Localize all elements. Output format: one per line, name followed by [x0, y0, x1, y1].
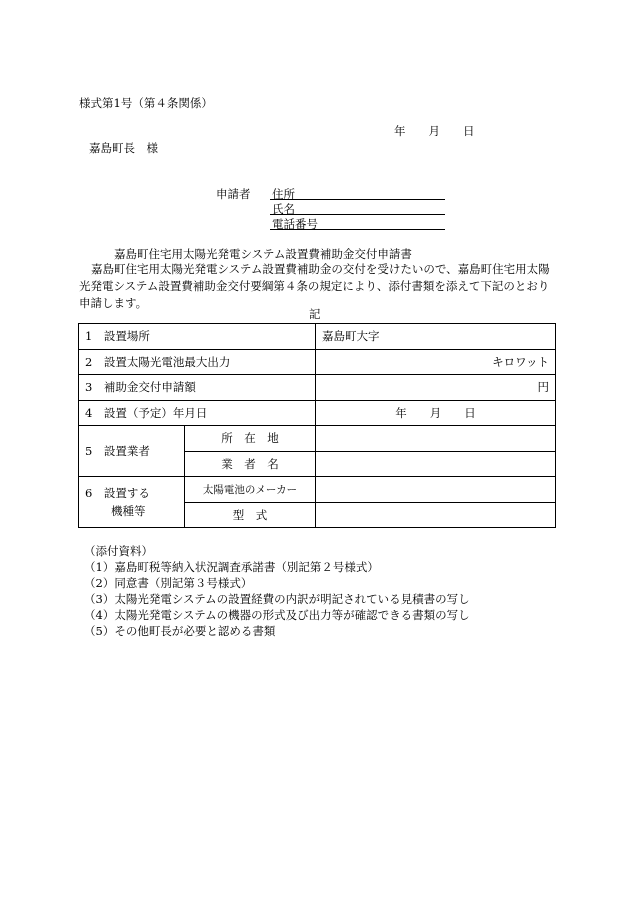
application-table — [78, 323, 556, 528]
maker-cell — [316, 477, 556, 503]
table-row — [79, 400, 556, 426]
phone-label: 電話番号 — [272, 217, 318, 231]
list-item: （3）太陽光発電システムの設置経費の内訳が明記されている見積書の写し — [84, 592, 470, 606]
name-label: 氏名 — [272, 202, 295, 216]
address-label: 住所 — [272, 187, 295, 201]
contractor-address-cell — [316, 426, 556, 452]
row1-label: 1 設置場所 — [79, 324, 316, 350]
body-text: 嘉島町住宅用太陽光発電システム設置費補助金の交付を受けたいので、嘉島町住宅用太陽光発電システム設置費補助金交付要綱第４条の規定により、添付書類を添えて下記のとおり申請します。 — [79, 262, 550, 310]
model-cell — [316, 502, 556, 528]
address-underline — [270, 199, 445, 200]
body-paragraph — [79, 261, 559, 312]
installation-date-cell: 年 月 日 — [316, 400, 556, 426]
table-row — [79, 349, 556, 375]
attachments-list — [84, 543, 470, 639]
table-row — [79, 375, 556, 401]
row5-label: 5 設置業者 — [79, 426, 185, 477]
list-item: （1）嘉島町税等納入状況調査承諾書（別記第２号様式） — [84, 560, 379, 574]
row6-label-line1: 6 設置する — [85, 486, 150, 500]
table-row — [79, 477, 556, 503]
table-row — [79, 324, 556, 350]
phone-underline — [270, 229, 445, 230]
installation-location-cell: 嘉島町大字 — [316, 324, 556, 350]
contractor-name-cell — [316, 451, 556, 477]
applicant-label: 申請者 — [216, 187, 251, 201]
list-item: （4）太陽光発電システムの機器の形式及び出力等が確認できる書類の写し — [84, 608, 470, 622]
name-underline — [270, 214, 445, 215]
attachments-heading: （添付資料） — [84, 544, 153, 558]
subsidy-amount-cell: 円 — [316, 375, 556, 401]
ki-heading: 記 — [309, 307, 321, 321]
maker-label: 太陽電池のメーカー — [185, 477, 316, 503]
row6-label-line2: 機種等 — [111, 504, 146, 518]
model-label: 型 式 — [185, 502, 316, 528]
form-number: 様式第1号（第４条関係） — [79, 96, 213, 110]
list-item: （5）その他町長が必要と認める書類 — [84, 624, 276, 638]
date-line: 年 月 日 — [394, 124, 475, 138]
row4-label: 4 設置（予定）年月日 — [79, 400, 316, 426]
contractor-address-label: 所 在 地 — [185, 426, 316, 452]
max-output-cell: キロワット — [316, 349, 556, 375]
addressee: 嘉島町長 様 — [89, 141, 158, 155]
row3-label: 3 補助金交付申請額 — [79, 375, 316, 401]
row6-label — [79, 477, 185, 528]
list-item: （2）同意書（別記第３号様式） — [84, 576, 253, 590]
document-title: 嘉島町住宅用太陽光発電システム設置費補助金交付申請書 — [114, 247, 412, 261]
table-row — [79, 426, 556, 452]
contractor-name-label: 業 者 名 — [185, 451, 316, 477]
row2-label: 2 設置太陽光電池最大出力 — [79, 349, 316, 375]
